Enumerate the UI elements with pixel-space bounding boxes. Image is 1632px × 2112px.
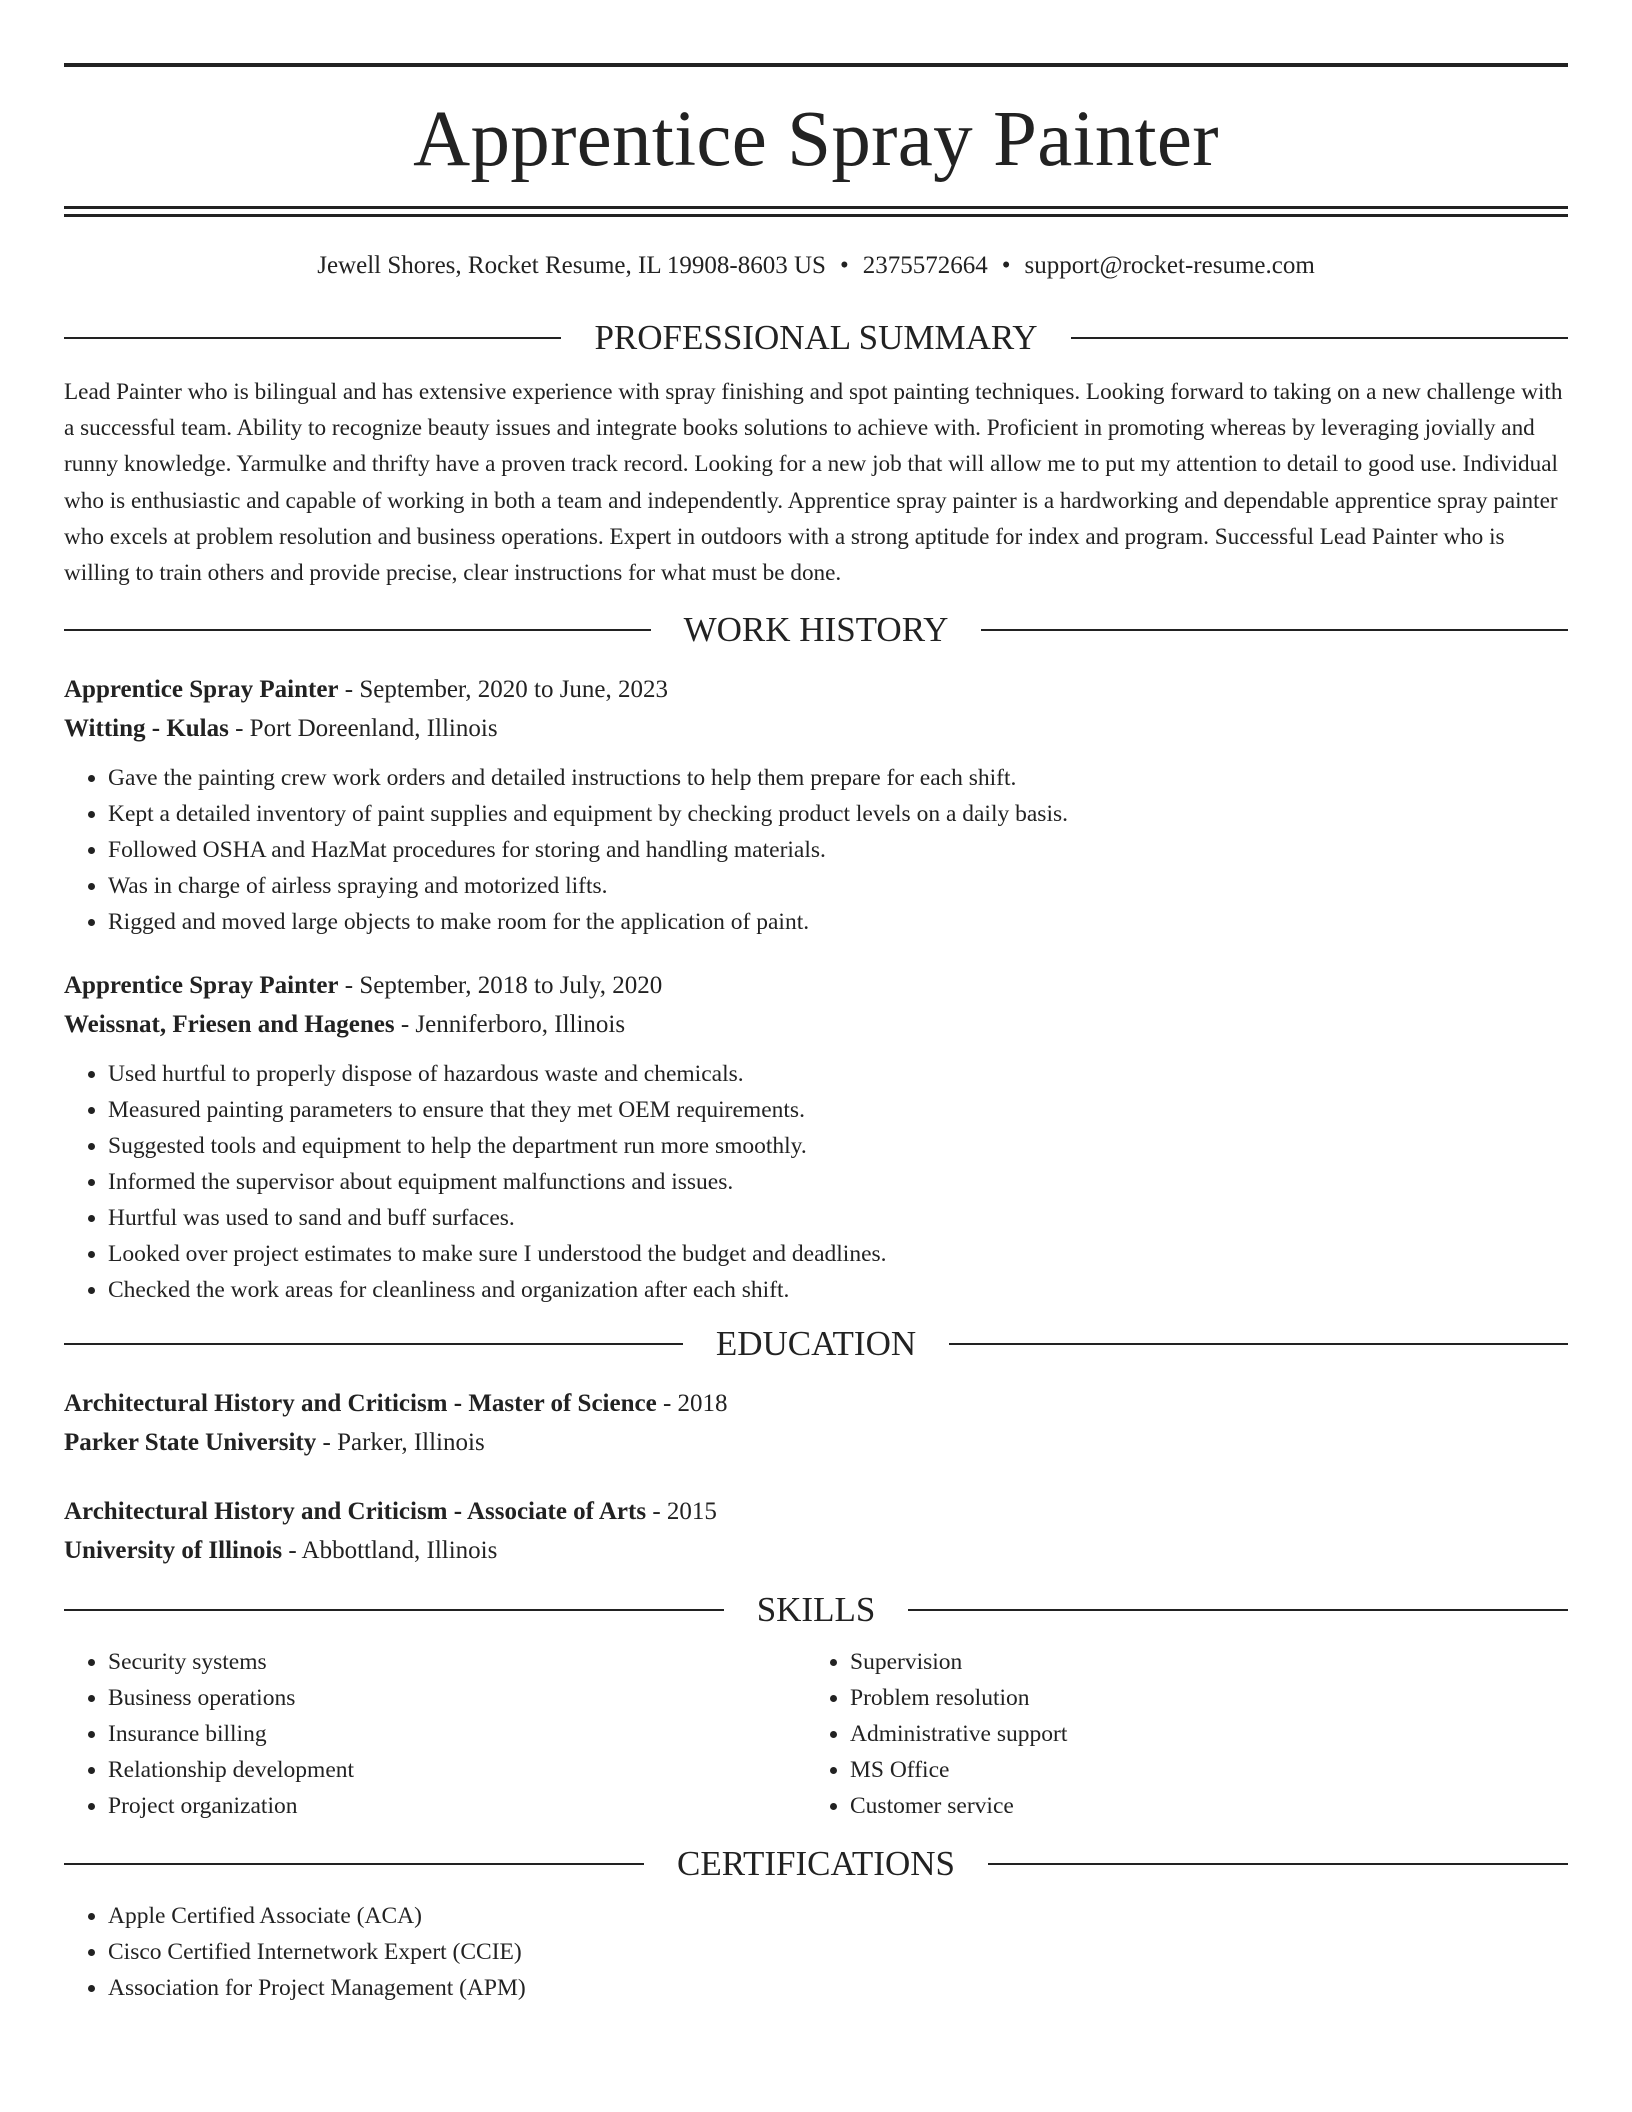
list-item: • Was in charge of airless spraying and motorized lifts. [108, 868, 1568, 904]
skills-list-left [64, 1644, 806, 1824]
section-title: PROFESSIONAL SUMMARY [594, 318, 1038, 357]
job-location: - Jenniferboro, Illinois [394, 1011, 626, 1039]
list-item: • Rigged and moved large objects to make room for the application of paint. [108, 904, 1568, 940]
heading-rule-right [908, 1609, 1568, 1611]
skill-item: • Business operations [108, 1680, 806, 1716]
skill-item: • Problem resolution [850, 1680, 1548, 1716]
job-location: - Port Doreenland, Illinois [228, 715, 498, 743]
list-item: • Checked the work areas for cleanliness and organization after each shift. [108, 1272, 1568, 1308]
skill-item: • Relationship development [108, 1752, 806, 1788]
heading-rule-right [1071, 337, 1568, 339]
contact-line [64, 250, 1568, 282]
heading-rule-right [988, 1863, 1568, 1865]
contact-separator: • [1001, 252, 1011, 279]
education-school: Parker State University [64, 1429, 317, 1457]
job-role: Apprentice Spray Painter [64, 676, 339, 704]
education-school: University of Illinois [64, 1537, 283, 1565]
section-heading-summary [64, 316, 1568, 360]
education-degree: Architectural History and Criticism - Associate of Arts [64, 1498, 647, 1526]
list-item: • Hurtful was used to sand and buff surfaces. [108, 1200, 1568, 1236]
contact-phone: 2375572664 [862, 252, 988, 279]
title-bottom-double-rule [64, 206, 1568, 217]
education-year: - 2015 [646, 1498, 717, 1526]
skill-item: • Insurance billing [108, 1716, 806, 1752]
education-degree-line [64, 1492, 1568, 1531]
education-degree-line [64, 1384, 1568, 1423]
education-entry [64, 1492, 1568, 1570]
job-role: Apprentice Spray Painter [64, 972, 339, 1000]
section-title: WORK HISTORY [683, 610, 949, 650]
skill-item: • Security systems [108, 1644, 806, 1680]
education-year: - 2018 [656, 1390, 728, 1418]
skill-item: • Customer service [850, 1788, 1548, 1824]
skill-item: • MS Office [850, 1752, 1548, 1788]
contact-separator: • [839, 252, 849, 279]
heading-rule-left [64, 1609, 724, 1611]
job-title-line [64, 966, 1568, 1005]
list-item: • Measured painting parameters to ensure that they met OEM requirements. [108, 1092, 1568, 1128]
list-item: • Followed OSHA and HazMat procedures for storing and handling materials. [108, 832, 1568, 868]
job-entry [64, 670, 1568, 940]
resume-title: Apprentice Spray Painter [413, 96, 1219, 183]
section-heading-certifications [64, 1842, 1568, 1886]
contact-address: Jewell Shores, Rocket Resume, IL 19908-8603 US [317, 252, 826, 279]
job-company-line [64, 709, 1568, 748]
skill-item: • Administrative support [850, 1716, 1548, 1752]
certification-item: • Apple Certified Associate (ACA) [108, 1898, 1568, 1934]
section-title: CERTIFICATIONS [677, 1844, 955, 1884]
heading-rule-right [981, 629, 1568, 631]
skills-columns [64, 1644, 1568, 1824]
heading-rule-right [949, 1343, 1568, 1345]
skills-list-right [806, 1644, 1548, 1824]
heading-rule-left [64, 1343, 683, 1345]
section-title: EDUCATION [715, 1324, 917, 1364]
list-item: • Informed the supervisor about equipment malfunctions and issues. [108, 1164, 1568, 1200]
section-heading-work-history [64, 608, 1568, 652]
summary-paragraph: Lead Painter who is bilingual and has extensive experience with spray finishing and spot painting techniques. Looking forward to taking on a new challenge with a successful team. Ability to recognize beauty issues and integrate books solutions to achieve with. Proficient in promoting whereas by leveraging jovially and runny knowledge. Yarmulke and thrifty have a proven track record. Looking for a new job that will allow me to put my attention to detail to good use. Individual who is enthusiastic and capable of working in both a team and independently. Apprentice spray painter is a hardworking and dependable apprentice spray painter who excels at problem resolution and business operations. Expert in outdoors with a strong aptitude for index and program. Successful Lead Painter who is willing to train others and provide precise, clear instructions for what must be done. [64, 379, 1563, 587]
certifications-list [64, 1898, 1568, 2006]
job-bullets [64, 760, 1568, 940]
list-item: • Suggested tools and equipment to help the department run more smoothly. [108, 1128, 1568, 1164]
skill-item: • Supervision [850, 1644, 1548, 1680]
job-entry [64, 966, 1568, 1308]
certification-item: • Association for Project Management (APM) [108, 1970, 1568, 2006]
job-company: Witting - Kulas [64, 715, 229, 743]
heading-rule-left [64, 629, 651, 631]
education-school-line [64, 1423, 1568, 1462]
list-item: • Gave the painting crew work orders and detailed instructions to help them prepare for each shift. [108, 760, 1568, 796]
education-degree: Architectural History and Criticism - Master of Science [64, 1390, 657, 1418]
list-item: • Looked over project estimates to make sure I understood the budget and deadlines. [108, 1236, 1568, 1272]
job-bullets [64, 1056, 1568, 1308]
title-top-rule [64, 63, 1568, 67]
section-title: SKILLS [756, 1590, 876, 1630]
section-heading-education [64, 1322, 1568, 1366]
job-company-line [64, 1005, 1568, 1044]
education-location: - Parker, Illinois [316, 1429, 485, 1457]
job-company: Weissnat, Friesen and Hagenes [64, 1011, 395, 1039]
education-school-line [64, 1531, 1568, 1570]
resume-page [64, 0, 1568, 2006]
heading-rule-left [64, 1863, 644, 1865]
job-dates: - September, 2020 to June, 2023 [338, 676, 669, 704]
education-location: - Abbottland, Illinois [282, 1537, 498, 1565]
job-dates: - September, 2018 to July, 2020 [338, 972, 663, 1000]
heading-rule-left [64, 337, 561, 339]
contact-email: support@rocket-resume.com [1024, 252, 1315, 279]
job-title-line [64, 670, 1568, 709]
section-heading-skills [64, 1588, 1568, 1632]
list-item: • Used hurtful to properly dispose of hazardous waste and chemicals. [108, 1056, 1568, 1092]
list-item: • Kept a detailed inventory of paint supplies and equipment by checking product levels on a daily basis. [108, 796, 1568, 832]
education-entry [64, 1384, 1568, 1462]
certification-item: • Cisco Certified Internetwork Expert (CCIE) [108, 1934, 1568, 1970]
skill-item: • Project organization [108, 1788, 806, 1824]
